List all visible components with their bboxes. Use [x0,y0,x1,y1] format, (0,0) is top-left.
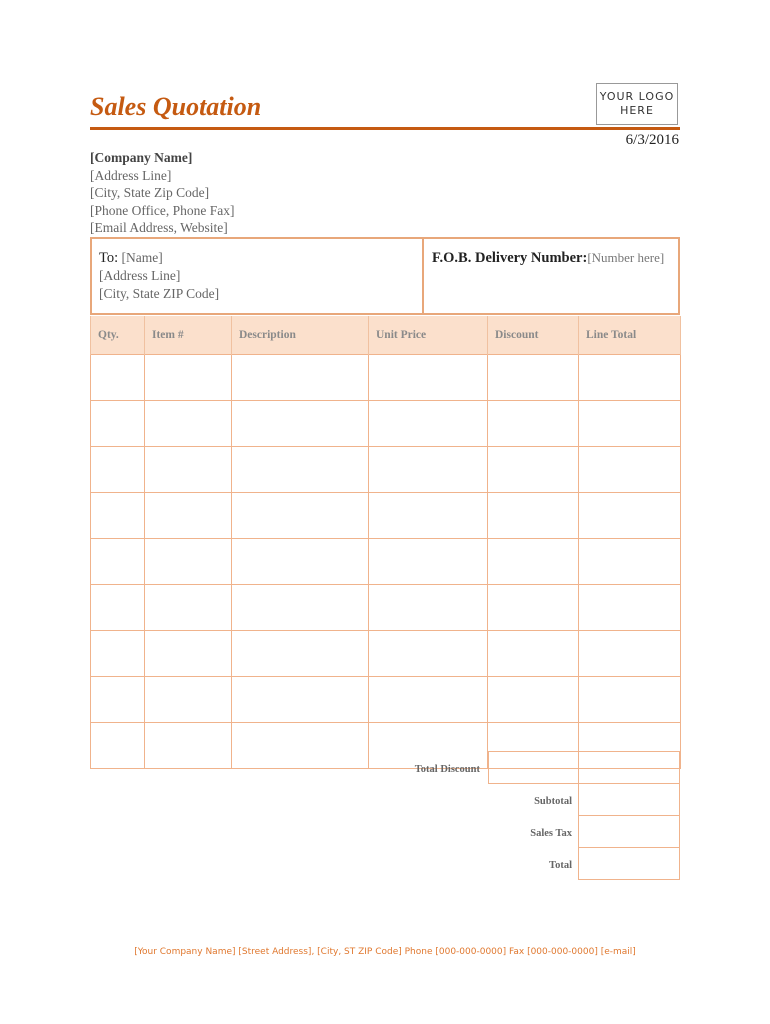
recipient-label: To: [99,250,119,266]
table-cell[interactable] [369,677,488,723]
table-cell[interactable] [232,401,369,447]
table-cell[interactable] [488,493,579,539]
fob-number: [Number here] [587,250,665,265]
fob-block [424,239,678,313]
total-cell[interactable] [578,847,680,880]
info-box [90,237,680,315]
sales-tax-label: Sales Tax [530,828,572,839]
table-cell[interactable] [579,539,681,585]
table-cell[interactable] [145,493,232,539]
table-cell[interactable] [579,493,681,539]
subtotal-cell[interactable] [578,783,680,816]
table-row [91,493,681,539]
title-rule [90,127,680,130]
table-cell[interactable] [488,539,579,585]
company-address: [Address Line] [90,167,172,183]
subtotal-label: Subtotal [534,796,572,807]
table-cell[interactable] [369,539,488,585]
table-cell[interactable] [145,585,232,631]
table-row [91,539,681,585]
table-cell[interactable] [232,493,369,539]
table-cell[interactable] [232,677,369,723]
company-name: [Company Name] [90,150,193,165]
table-cell[interactable] [579,631,681,677]
sales-tax-cell[interactable] [578,815,680,848]
total-discount-cell[interactable] [488,751,579,784]
table-cell[interactable] [488,447,579,493]
recipient-city: [City, State ZIP Code] [99,286,220,301]
table-row [91,585,681,631]
table-cell[interactable] [369,631,488,677]
table-cell[interactable] [369,585,488,631]
table-cell[interactable] [488,585,579,631]
table-cell[interactable] [145,539,232,585]
total-label: Total [549,860,572,871]
col-line-total: Line Total [579,316,681,355]
table-row [91,677,681,723]
col-item: Item # [145,316,232,355]
table-header-row [91,316,681,355]
col-unit-price: Unit Price [369,316,488,355]
footer-contact: [Your Company Name] [Street Address], [City, ST ZIP Code] Phone [000-000-0000] Fax [000-000-0000] [e-mail] [134,947,636,957]
table-cell[interactable] [369,401,488,447]
table-cell[interactable] [369,447,488,493]
table-row [91,631,681,677]
logo-text-line1: YOUR LOGO [599,90,675,103]
table-cell[interactable] [579,585,681,631]
total-discount-label: Total Discount [414,764,480,775]
col-description: Description [232,316,369,355]
table-cell[interactable] [91,677,145,723]
table-cell[interactable] [579,447,681,493]
table-cell[interactable] [232,539,369,585]
col-discount: Discount [488,316,579,355]
table-cell[interactable] [232,631,369,677]
recipient-block [92,239,424,313]
table-cell[interactable] [91,631,145,677]
company-block [90,149,234,237]
logo-text-line2: HERE [620,104,654,117]
table-cell[interactable] [488,401,579,447]
table-cell[interactable] [488,677,579,723]
table-cell[interactable] [145,447,232,493]
table-cell[interactable] [91,447,145,493]
table-cell[interactable] [232,447,369,493]
quote-date: 6/3/2016 [625,132,679,148]
company-email: [Email Address, Website] [90,220,228,235]
document-title: Sales Quotation [90,92,262,121]
table-cell[interactable] [91,539,145,585]
table-cell[interactable] [488,355,579,401]
table-cell[interactable] [91,401,145,447]
table-cell[interactable] [91,585,145,631]
table-cell[interactable] [145,401,232,447]
table-cell[interactable] [369,493,488,539]
table-row [91,401,681,447]
table-cell[interactable] [91,493,145,539]
table-cell[interactable] [145,677,232,723]
table-row [91,355,681,401]
recipient-address: [Address Line] [99,268,181,283]
fob-label: F.O.B. Delivery Number: [432,250,588,266]
items-table [90,316,681,769]
recipient-name: [Name] [121,250,163,265]
logo-placeholder [596,83,678,125]
table-cell[interactable] [369,355,488,401]
table-cell[interactable] [488,631,579,677]
table-cell[interactable] [232,585,369,631]
table-cell[interactable] [91,355,145,401]
table-cell[interactable] [579,677,681,723]
table-cell[interactable] [145,355,232,401]
table-cell[interactable] [145,631,232,677]
table-cell[interactable] [232,355,369,401]
company-city: [City, State Zip Code] [90,185,210,200]
company-phone: [Phone Office, Phone Fax] [90,202,235,218]
table-row [91,447,681,493]
col-qty: Qty. [91,316,145,355]
total-discount-total-cell[interactable] [578,751,680,784]
table-cell[interactable] [579,401,681,447]
table-cell[interactable] [579,355,681,401]
